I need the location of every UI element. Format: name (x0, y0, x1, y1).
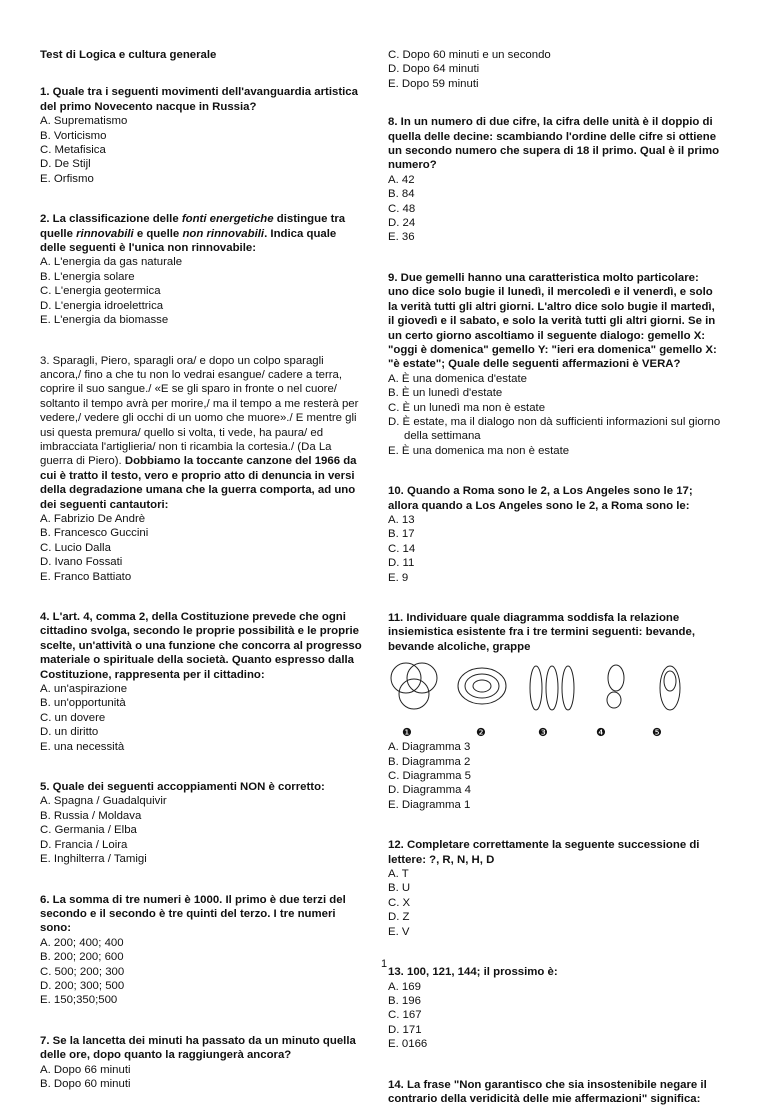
question-12 (388, 838, 722, 939)
answer-option: C. L'energia geotermica (40, 285, 161, 298)
answer-option: C. È un lunedì ma non è estate (388, 401, 546, 414)
answer-option: E. L'energia da biomasse (40, 314, 169, 327)
answer-option: B. un'opportunità (40, 697, 126, 710)
answer-option: D. 200; 300; 500 (40, 979, 125, 992)
diagram-number: ❸ (538, 727, 548, 740)
question-5 (40, 780, 364, 866)
question-stem: 10. Quando a Roma sono le 2, a Los Angeles sono le 17; allora quando a Los Angeles sono le 2, a Roma sono le: (388, 485, 693, 512)
answer-option: D. Francia / Loira (40, 838, 128, 851)
stem-text: e quelle (133, 227, 183, 240)
answer-option: B. Russia / Moldava (40, 809, 142, 822)
question-10 (388, 484, 722, 585)
question-stem: 5. Quale dei seguenti accoppiamenti NON è corretto: (40, 781, 325, 794)
answer-option: A. Spagna / Guadalquivir (40, 795, 167, 808)
venn-diagrams-drawing (388, 660, 722, 722)
answer-option: E. 0166 (388, 1038, 428, 1051)
answer-option: E. 9 (388, 571, 409, 584)
answer-option: E. Dopo 59 minuti (388, 77, 479, 90)
answer-option: B. Diagramma 2 (388, 755, 471, 768)
diagram-number: ❺ (652, 727, 662, 740)
answer-option: A. L'energia da gas naturale (40, 256, 183, 269)
question-1 (40, 85, 364, 186)
question-3 (40, 354, 364, 585)
answer-option: C. 14 (388, 542, 416, 555)
diagram-number: ❹ (596, 727, 606, 740)
answer-option: A. 200; 400; 400 (40, 936, 124, 949)
answer-option: E. V (388, 925, 410, 938)
answer-option: D. un diritto (40, 726, 99, 739)
answer-option: C. Lucio Dalla (40, 541, 111, 554)
question-13 (388, 965, 722, 1051)
answer-option: B. 196 (388, 994, 421, 1007)
answer-option: D. 24 (388, 217, 416, 230)
answer-option: A. 169 (388, 980, 421, 993)
answer-option: A. Dopo 66 minuti (40, 1063, 131, 1076)
question-stem: 6. La somma di tre numeri è 1000. Il primo è due terzi del secondo e il secondo è tre quinti del terzo. I tre numeri sono: (40, 893, 346, 935)
question-2 (40, 212, 364, 327)
venn-diagram-3 (530, 666, 574, 710)
answer-option: D. 171 (388, 1023, 422, 1036)
stem-text: . Indica quale delle seguenti è l'unica non rinnovabile: (40, 227, 337, 255)
left-column (40, 48, 364, 1091)
answer-option: C. Diagramma 5 (388, 770, 471, 783)
answer-option: C. Dopo 60 minuti e un secondo (388, 49, 551, 61)
question-7 (40, 1034, 364, 1092)
answer-option: D. Z (388, 911, 410, 924)
answer-option: D. 11 (388, 557, 415, 570)
question-stem: 8. In un numero di due cifre, la cifra delle unità è il doppio di quella delle decine: scambiando l'ordine delle cifre si ottiene un secondo numero che supera di 18 il primo. Qual è il primo numero? (388, 116, 720, 172)
question-11 (388, 611, 722, 812)
question-stem: 11. Individuare quale diagramma soddisfa la relazione insiemistica esistente fra i tre termini seguenti: bevande, bevande alcoliche, grappe (388, 612, 696, 653)
question-8 (388, 115, 722, 245)
question-stem: 4. L'art. 4, comma 2, della Costituzione prevede che ogni cittadino svolga, secondo le proprie possibilità e le proprie scelte, un'attività o una funzione che concorra al progresso materiale o spirituale della società. Quanto espresso dalla Costituzione, rappresenta per il cittadino: (40, 611, 362, 681)
answer-option: D. L'energia idroelettrica (40, 299, 164, 312)
venn-diagram-2 (458, 668, 506, 704)
answer-option: E. Franco Battiato (40, 570, 132, 583)
question-stem (40, 212, 364, 255)
quoted-lyrics: 3. Sparagli, Piero, sparagli ora/ e dopo un colpo sparagli ancora,/ fino a che tu non lo vedrai esangue/ cadere a terra, coprire il suo sangue./ «E se gli sparo in fronte o nel cuore/ soltanto il tempo avrà per morire,/ ma il tempo a me resterà per vedere,/ vedere gli occhi di un uomo che muore»./ E mentre gli usi questa premura/ quello si volta, ti vede, ha paura/ ed imbracciata l'artiglieria/ non ti ricambia la cortesia./ (Da La guerra di Piero). (40, 354, 359, 468)
question-stem (40, 354, 364, 512)
answer-option: A. T (388, 868, 409, 881)
answer-option: E. Diagramma 1 (388, 798, 471, 811)
question-stem: 9. Due gemelli hanno una caratteristica molto particolare: uno dice solo bugie il lunedì, il mercoledì e il venerdì, e solo la verità tutti gli altri giorni. L'altro dice solo bugie il martedì, il giovedì e il sabato, e solo la verità tutti gli altri giorni. Se in un certo giorno ascoltiamo il seguente dialogo: gemello X: "oggi è domenica" gemello Y: "ieri era domenica" gemello X: "è estate"; Quale delle seguenti affermazioni è VERA? (388, 271, 717, 371)
diagram-number-row (388, 726, 722, 740)
answer-option: C. Germania / Elba (40, 824, 137, 837)
answer-option: D. Ivano Fossati (40, 556, 123, 569)
venn-diagram-5 (660, 666, 680, 710)
answer-option: A. un'aspirazione (40, 683, 128, 696)
answer-option: E. una necessità (40, 740, 125, 753)
answer-option: D. De Stijl (40, 158, 91, 171)
answer-option: C. 48 (388, 202, 416, 215)
answer-option: E. 150;350;500 (40, 994, 118, 1007)
document-title: Test di Logica e cultura generale (40, 49, 217, 61)
answer-option: D. Dopo 64 minuti (388, 63, 480, 76)
answer-option: B. Dopo 60 minuti (40, 1077, 131, 1090)
answer-option: E. Orfismo (40, 172, 94, 185)
answer-option: C. X (388, 896, 411, 909)
answer-option: A. Diagramma 3 (388, 741, 471, 754)
venn-diagram-4 (607, 665, 624, 708)
stem-text: Dobbiamo la toccante canzone del 1966 da cui è tratto il testo, vero e proprio atto di denuncia in versi della degradazione umana che la guerra comporta, ad uno dei seguenti cantautori: (40, 455, 357, 511)
answer-option: B. L'energia solare (40, 270, 135, 283)
question-stem: 14. La frase "Non garantisco che sia insostenibile negare il contrario della veridicità delle mie affermazioni" significa: (388, 1078, 707, 1105)
answer-option: A. 13 (388, 513, 415, 526)
answer-option: B. Francesco Guccini (40, 527, 149, 540)
question-stem: 13. 100, 121, 144; il prossimo è: (388, 966, 558, 979)
page-number: 1 (380, 958, 388, 970)
venn-diagrams-figure (388, 660, 722, 722)
question-7-continued (388, 48, 722, 91)
stem-text: distingue tra quelle (40, 213, 346, 240)
answer-option: A. È una domenica d'estate (388, 372, 527, 385)
answer-option: C. 167 (388, 1009, 422, 1022)
answer-option: B. È un lunedì d'estate (388, 387, 503, 400)
answer-option: A. Suprematismo (40, 115, 128, 128)
stem-emphasis: rinnovabili (76, 227, 134, 240)
answer-option: B. U (388, 882, 411, 895)
diagram-number: ❷ (476, 727, 486, 740)
answer-option: B. Vorticismo (40, 129, 107, 142)
venn-diagram-1 (391, 663, 437, 709)
answer-option: A. Fabrizio De Andrè (40, 512, 146, 525)
answer-option: C. 500; 200; 300 (40, 965, 125, 978)
answer-option: C. un dovere (40, 711, 106, 724)
question-stem: 12. Completare correttamente la seguente successione di lettere: ?, R, N, H, D (388, 839, 700, 866)
question-stem: 7. Se la lancetta dei minuti ha passato da un minuto quella delle ore, dopo quanto la raggiungerà ancora? (40, 1034, 356, 1062)
question-4 (40, 610, 364, 754)
answer-option: E. 36 (388, 231, 415, 244)
stem-text: 2. La classificazione delle (40, 213, 182, 226)
question-14 (388, 1078, 722, 1106)
answer-option: E. Inghilterra / Tamigi (40, 853, 147, 866)
question-9 (388, 271, 722, 458)
answer-option: E. È una domenica ma non è estate (388, 444, 570, 457)
answer-option: B. 84 (388, 188, 415, 201)
question-6 (40, 893, 364, 1008)
answer-option: B. 17 (388, 528, 415, 541)
question-stem: 1. Quale tra i seguenti movimenti dell'avanguardia artistica del primo Novecento nacque in Russia? (40, 86, 358, 113)
answer-option: C. Metafisica (40, 144, 106, 157)
right-column (388, 48, 722, 1106)
answer-option: D. Diagramma 4 (388, 784, 471, 797)
answer-option: B. 200; 200; 600 (40, 951, 124, 964)
stem-emphasis: fonti energetiche (181, 213, 274, 226)
answer-option: A. 42 (388, 173, 415, 186)
stem-emphasis: non rinnovabili (182, 227, 265, 240)
answer-option: D. È estate, ma il dialogo non dà sufficienti informazioni sul giorno della settimana (388, 415, 721, 443)
diagram-number: ❶ (402, 727, 412, 740)
